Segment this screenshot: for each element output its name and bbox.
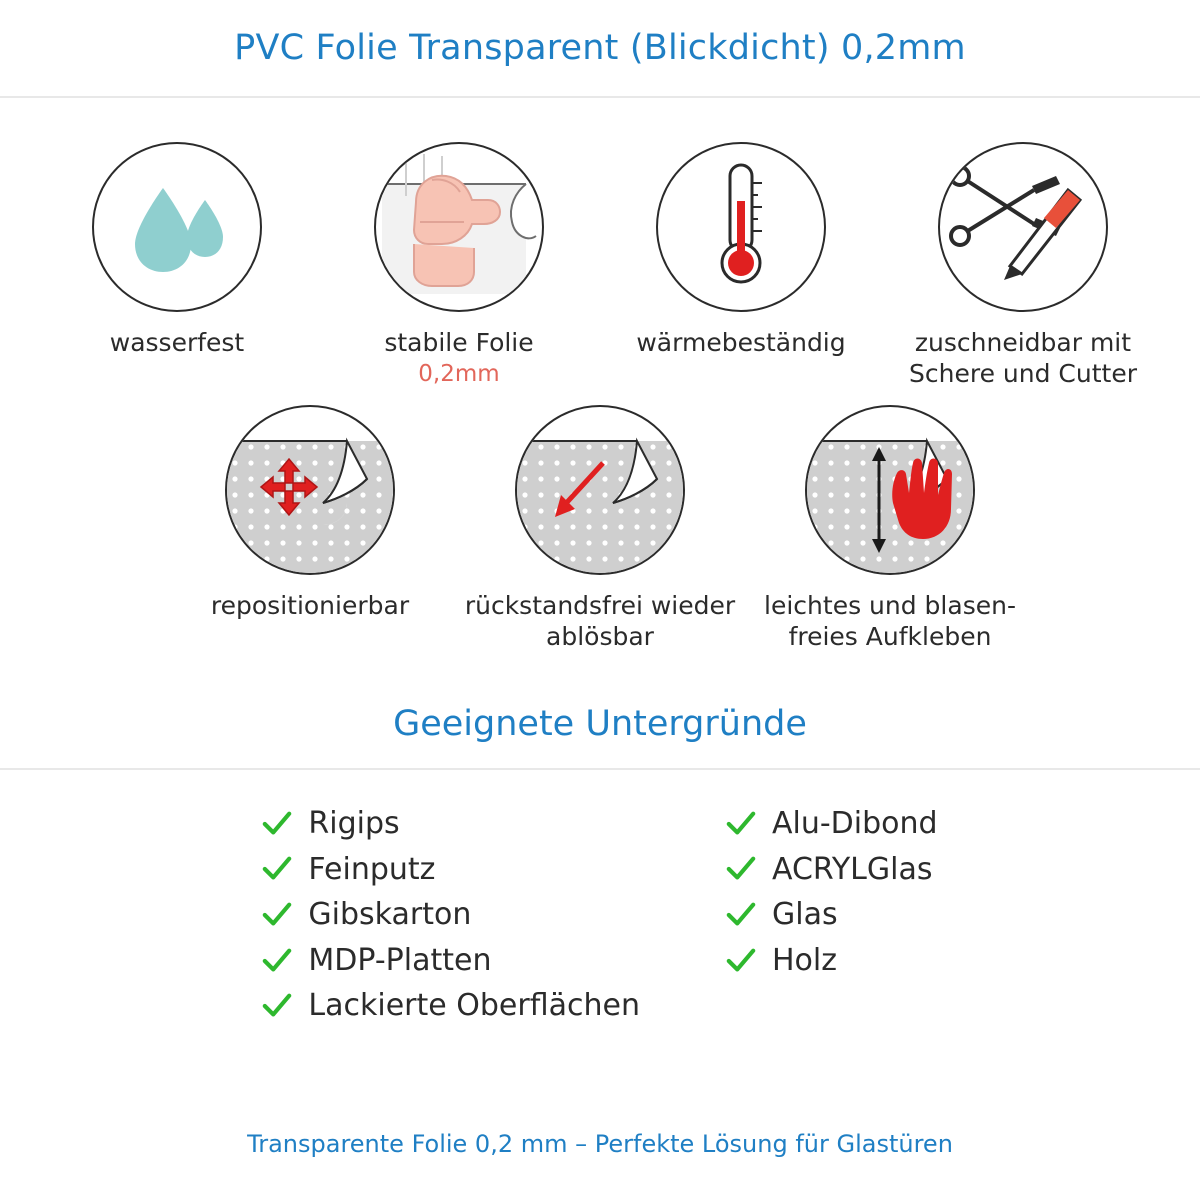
peel-off-arrow-icon: [517, 407, 683, 573]
feature-sublabel: 0,2mm: [418, 360, 500, 387]
substrate-label: Feinputz: [308, 851, 436, 887]
list-item: [262, 804, 640, 844]
feature-icon-circle: [92, 142, 262, 312]
substrate-label: MDP-Platten: [308, 942, 492, 978]
feature-icon-circle: [656, 142, 826, 312]
page-title: PVC Folie Transparent (Blickdicht) 0,2mm: [234, 28, 966, 68]
water-drops-icon: [117, 172, 237, 282]
substrate-label: Gibskarton: [308, 897, 472, 933]
check-icon: [726, 854, 756, 884]
feature-stabile-folie: [318, 142, 600, 387]
substrate-label: Alu-Dibond: [771, 806, 938, 841]
substrate-column-left: [262, 804, 640, 1026]
check-icon: [726, 946, 756, 976]
list-item: [262, 986, 640, 1026]
reposition-arrows-icon: [227, 407, 393, 573]
list-item: [726, 850, 938, 890]
substrate-label: Lackierte Oberflächen: [308, 988, 640, 1024]
feature-icon-circle: [515, 405, 685, 575]
list-item: [262, 941, 640, 981]
feature-aufkleben: [745, 405, 1035, 652]
scissors-cutter-icon: [948, 162, 1098, 292]
feature-icon-circle: [225, 405, 395, 575]
list-item: [262, 850, 640, 890]
feature-repositionierbar: [165, 405, 455, 622]
feature-waermebestaendig: [600, 142, 882, 359]
feature-label: stabile Folie: [384, 328, 534, 357]
feature-label: rückstandsfrei wieder ablösbar: [464, 591, 736, 651]
feature-zuschneidbar: [882, 142, 1164, 389]
section-title: Geeignete Untergründe: [393, 704, 807, 744]
section-header: [0, 704, 1200, 770]
page-header: [0, 0, 1200, 98]
feature-row-1: [0, 142, 1200, 389]
substrate-label: Rigips: [308, 806, 400, 841]
check-icon: [262, 854, 292, 884]
feature-label: zuschneidbar mit Schere und Cutter: [909, 328, 1137, 388]
hand-smoothing-icon: [807, 407, 973, 573]
feature-row-2: [0, 405, 1200, 652]
substrate-column-right: [726, 804, 938, 1026]
strong-arm-film-icon: [376, 144, 542, 310]
check-icon: [726, 809, 756, 839]
list-item: [262, 895, 640, 935]
check-icon: [262, 946, 292, 976]
footer-note: Transparente Folie 0,2 mm – Perfekte Lösung für Glastüren: [247, 1130, 953, 1158]
substrate-label: Glas: [771, 897, 838, 933]
feature-icon-circle: [374, 142, 544, 312]
list-item: [726, 804, 938, 844]
feature-wasserfest: [36, 142, 318, 359]
list-item: [726, 941, 938, 981]
check-icon: [262, 809, 292, 839]
feature-rueckstandsfrei: [455, 405, 745, 652]
substrate-label: ACRYLGlas: [771, 851, 933, 887]
feature-label: leichtes und blasen-freies Aufkleben: [764, 591, 1016, 651]
check-icon: [262, 900, 292, 930]
feature-label: repositionierbar: [210, 591, 410, 620]
feature-grid: [0, 98, 1200, 652]
feature-icon-circle: [805, 405, 975, 575]
feature-label: wärmebeständig: [636, 328, 846, 357]
list-item: [726, 895, 938, 935]
feature-label: wasserfest: [109, 328, 245, 357]
feature-icon-circle: [938, 142, 1108, 312]
check-icon: [726, 900, 756, 930]
thermometer-icon: [706, 157, 776, 297]
check-icon: [262, 991, 292, 1021]
substrate-list: [0, 770, 1200, 1026]
substrate-label: Holz: [771, 942, 837, 978]
